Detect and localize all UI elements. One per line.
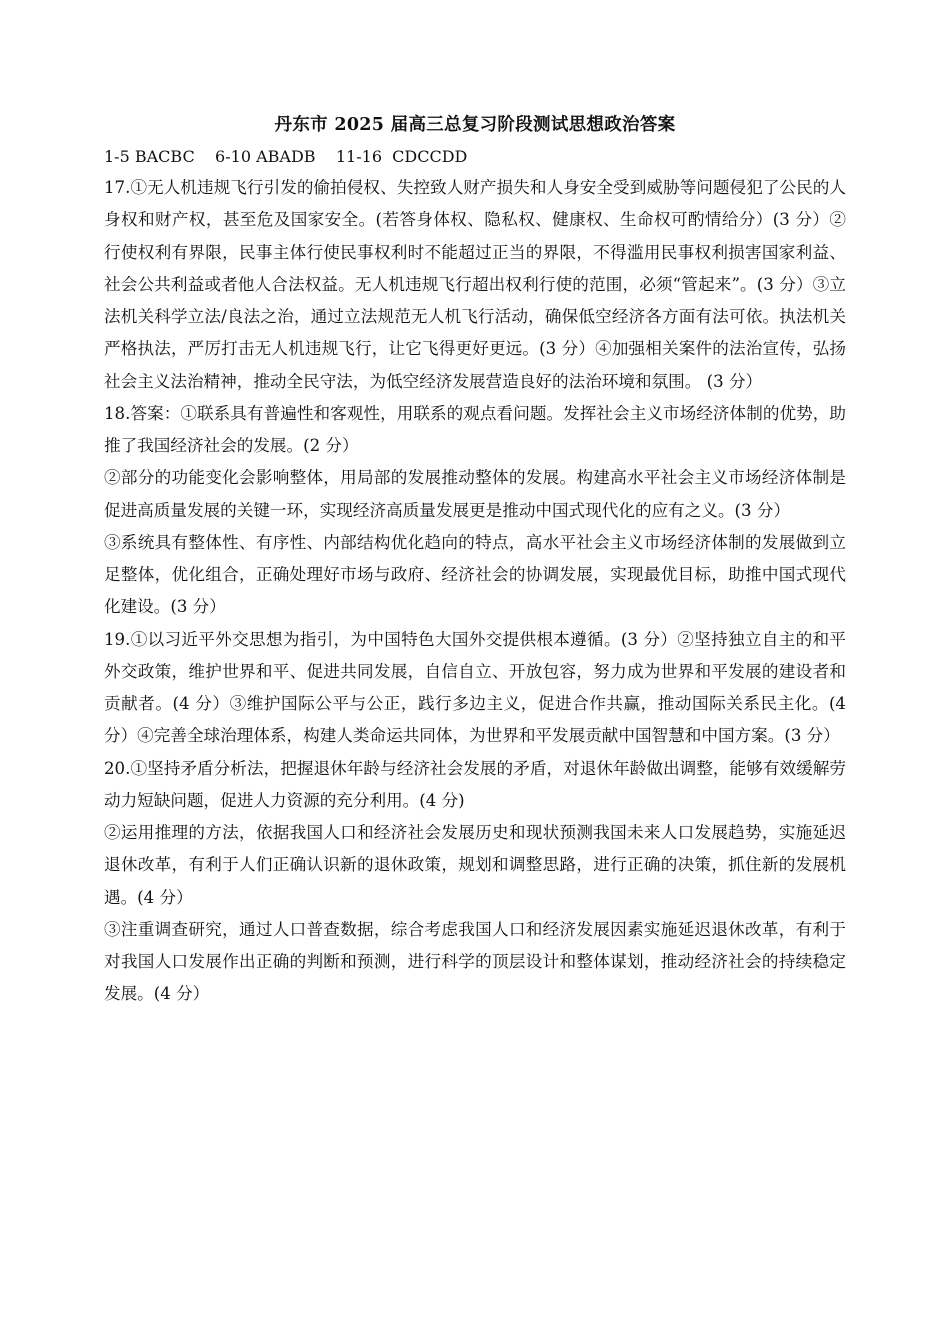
answer-18-part-1: 18.答案：①联系具有普遍性和客观性，用联系的观点看问题。发挥社会主义市场经济体制的优势，助推了我国经济社会的发展。(2 分） bbox=[104, 403, 846, 455]
answer-20-part-2: ②运用推理的方法，依据我国人口和经济社会发展历史和现状预测我国未来人口发展趋势，实施延迟退休改革，有利于人们正确认识新的退休政策，规划和调整思路，进行正确的决策，抓住新的发展机遇。(4 分） bbox=[104, 823, 846, 907]
answer-20-part-1: 20.①坚持矛盾分析法，把握退休年龄与经济社会发展的矛盾，对退休年龄做出调整，能够有效缓解劳动力短缺问题，促进人力资源的充分利用。(4 分) bbox=[104, 758, 846, 810]
document-title: 丹东市 2025 届高三总复习阶段测试思想政治答案 bbox=[274, 115, 676, 135]
answer-content bbox=[104, 172, 846, 1011]
multiple-choice-answers: 1-5 BACBC 6-10 ABADB 11-16 CDCCDD bbox=[104, 147, 468, 166]
answer-20-part-3: ③注重调查研究，通过人口普查数据，综合考虑我国人口和经济发展因素实施延迟退休改革，有利于对我国人口发展作出正确的判断和预测，进行科学的顶层设计和整体谋划，推动经济社会的持续稳定发展。(4 分） bbox=[104, 919, 846, 1004]
answer-18-part-3: ③系统具有整体性、有序性、内部结构优化趋向的特点，高水平社会主义市场经济体制的发展做到立足整体，优化组合，正确处理好市场与政府、经济社会的协调发展，实现最优目标，助推中国式现代化建设。(3 分） bbox=[104, 532, 846, 617]
answer-17: 17.①无人机违规飞行引发的偷拍侵权、失控致人财产损失和人身安全受到威胁等问题侵犯了公民的人身权和财产权，甚至危及国家安全。(若答身体权、隐私权、健康权、生命权可酌情给分）(3 分）②行使权利有界限，民事主体行使民事权利时不能超过正当的界限，不得滥用民事权利损害国家利益、社会公共利益或者他人合法权益。无人机违规飞行超出权利行使的范围，必须“管起来”。(3 分）③立法机关科学立法/良法之治，通过立法规范无人机飞行活动，确保低空经济各方面有法可依。执法机关严格执法，严厉打击无人机违规飞行，让它飞得更好更远。(3 分）④加强相关案件的法治宣传，弘扬社会主义法治精神，推动全民守法，为低空经济发展营造良好的法治环境和氛围。 (3 分） bbox=[104, 178, 846, 391]
answer-18-part-2: ②部分的功能变化会影响整体，用局部的发展推动整体的发展。构建高水平社会主义市场经济体制是促进高质量发展的关键一环，实现经济高质量发展更是推动中国式现代化的应有之义。(3 分） bbox=[104, 468, 846, 520]
answer-19: 19.①以习近平外交思想为指引，为中国特色大国外交提供根本遵循。(3 分）②坚持独立自主的和平外交政策，维护世界和平、促进共同发展，自信自立、开放包容，努力成为世界和平发展的建设者和贡献者。(4 分）③维护国际公平与公正，践行多边主义，促进合作共赢，推动国际关系民主化。(4 分）④完善全球治理体系，构建人类命运共同体，为世界和平发展贡献中国智慧和中国方案。(3 分） bbox=[104, 629, 846, 746]
